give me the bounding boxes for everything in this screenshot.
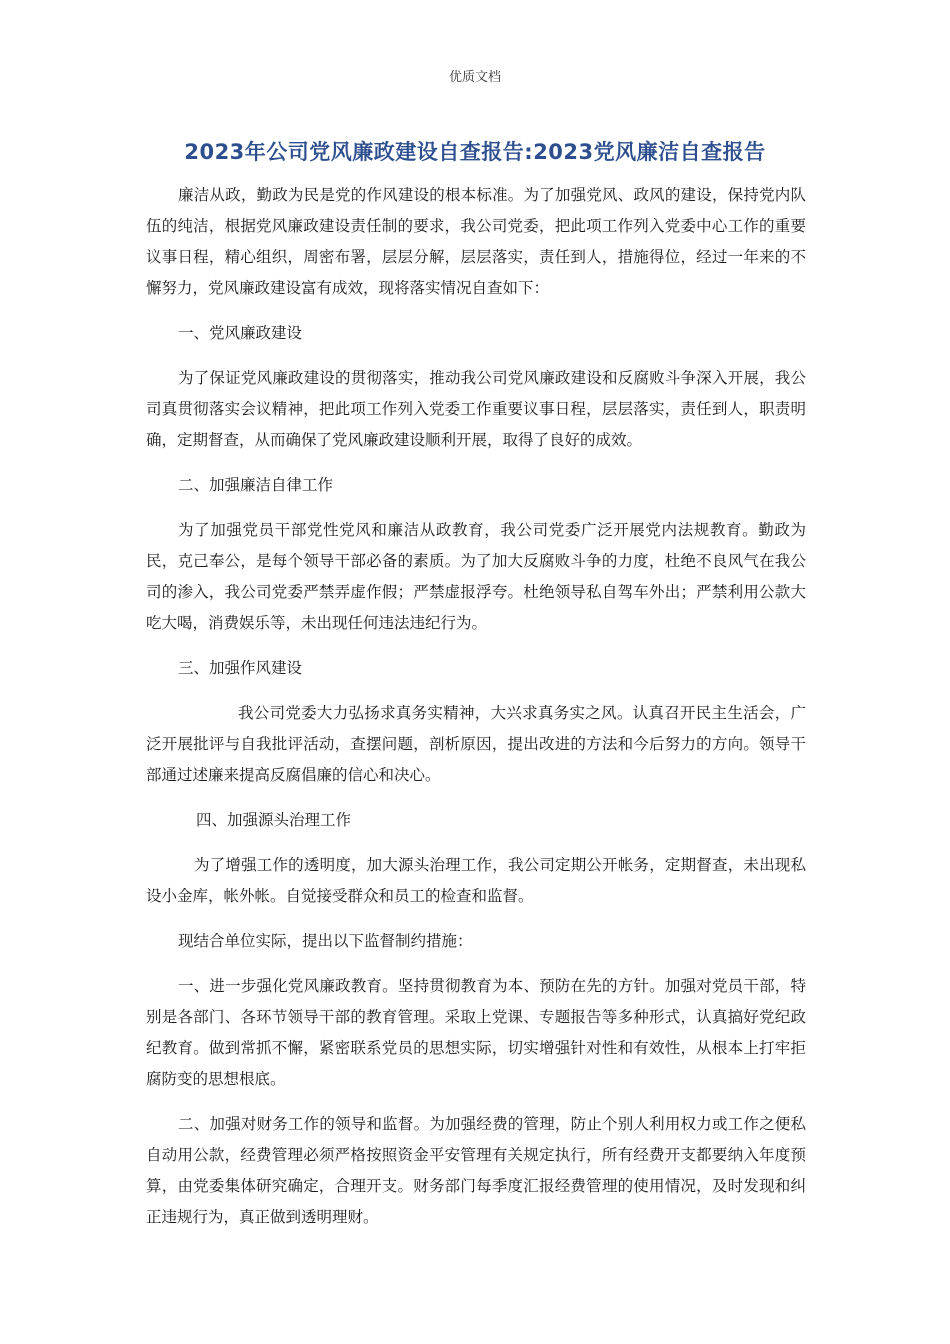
section-paragraph-3: 我公司党委大力弘扬求真务实精神，大兴求真务实之风。认真召开民主生活会，广泛开展批评与自我批评活动，查摆问题，剖析原因，提出改进的方法和今后努力的方向。领导干部通过述廉来提高反腐倡廉的信心和决心。 <box>146 704 806 784</box>
section-paragraph-1: 为了保证党风廉政建设的贯彻落实，推动我公司党风廉政建设和反腐败斗争深入开展，我公司真贯彻落实会议精神，把此项工作列入党委工作重要议事日程，层层落实，责任到人，职责明确，定期督查，从而确保了党风廉政建设顺利开展，取得了良好的成效。 <box>146 369 806 449</box>
section-heading-1: 一、党风廉政建设 <box>178 324 303 342</box>
measure-paragraph-2: 二、加强对财务工作的领导和监督。为加强经费的管理，防止个别人利用权力或工作之便私自动用公款，经费管理必须严格按照资金平安管理有关规定执行，所有经费开支都要纳入年度预算，由党委集体研究确定，合理开支。财务部门每季度汇报经费管理的使用情况，及时发现和纠正违规行为，真正做到透明理财。 <box>146 1115 806 1226</box>
measures-intro: 现结合单位实际，提出以下监督制约措施： <box>178 932 473 950</box>
section-paragraph-4: 为了增强工作的透明度，加大源头治理工作，我公司定期公开帐务，定期督查，未出现私设小金库，帐外帐。自觉接受群众和员工的检查和监督。 <box>146 856 806 905</box>
section-heading-4: 四、加强源头治理工作 <box>196 811 352 829</box>
intro-paragraph: 廉洁从政，勤政为民是党的作风建设的根本标准。为了加强党风、政风的建设，保持党内队伍的纯洁，根据党风廉政建设责任制的要求，我公司党委，把此项工作列入党委中心工作的重要议事日程，精心组织，周密布署，层层分解，层层落实，责任到人，措施得位，经过一年来的不懈努力，党风廉政建设富有成效，现将落实情况自查如下： <box>146 186 806 297</box>
document-body <box>146 180 806 1247</box>
page-header: 优质文档 <box>448 70 501 85</box>
section-heading-2: 二、加强廉洁自律工作 <box>178 476 334 494</box>
section-paragraph-2: 为了加强党员干部党性党风和廉洁从政教育，我公司党委广泛开展党内法规教育。勤政为民，克己奉公，是每个领导干部必备的素质。为了加大反腐败斗争的力度，杜绝不良风气在我公司的渗入，我公司党委严禁弄虚作假；严禁虚报浮夸。杜绝领导私自驾车外出；严禁利用公款大吃大喝，消费娱乐等，未出现任何违法违纪行为。 <box>146 521 806 632</box>
document-title: 2023年公司党风廉政建设自查报告:2023党风廉洁自查报告 <box>184 140 766 164</box>
section-heading-3: 三、加强作风建设 <box>178 659 303 677</box>
measure-paragraph-1: 一、进一步强化党风廉政教育。坚持贯彻教育为本、预防在先的方针。加强对党员干部，特别是各部门、各环节领导干部的教育管理。采取上党课、专题报告等多种形式，认真搞好党纪政纪教育。做到常抓不懈，紧密联系党员的思想实际，切实增强针对性和有效性，从根本上打牢拒腐防变的思想根底。 <box>146 977 806 1088</box>
